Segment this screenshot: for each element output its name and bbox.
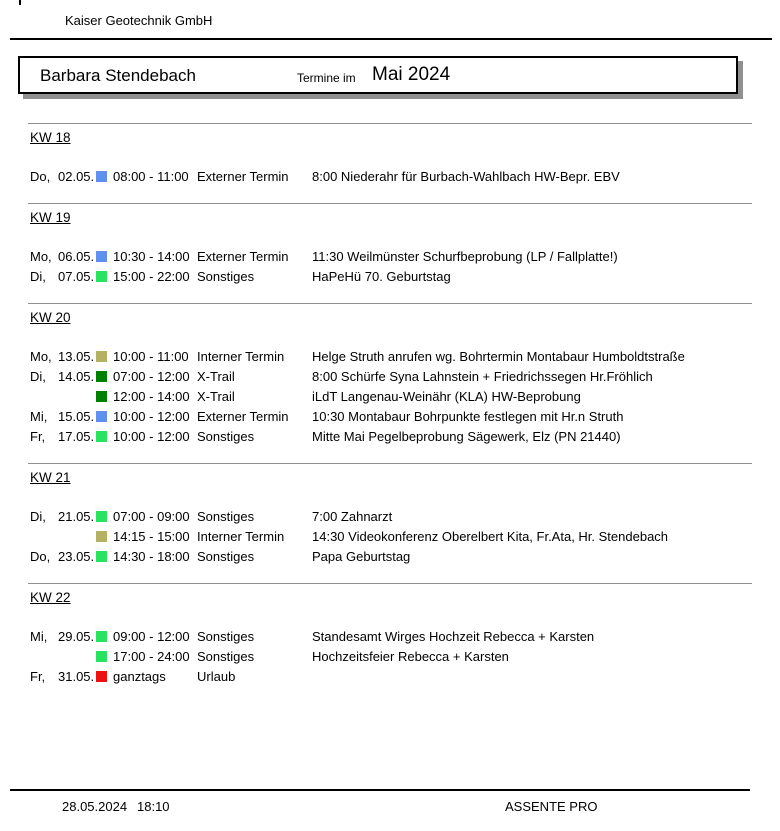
- time-range: 07:00 - 12:00: [113, 368, 190, 384]
- report-title-month: Mai 2024: [372, 64, 451, 85]
- date-label: 06.05.: [58, 248, 95, 264]
- time-range: 10:00 - 11:00: [113, 348, 189, 364]
- category-color-icon: [96, 371, 107, 382]
- week-section-rule: [28, 203, 752, 204]
- appointment-type: Interner Termin: [197, 528, 285, 544]
- appointment-type: Sonstiges: [197, 548, 255, 564]
- category-color-icon: [96, 531, 107, 542]
- appointment-type: Externer Termin: [197, 248, 289, 264]
- appointment-row: [30, 246, 780, 266]
- company-name: Kaiser Geotechnik GmbH: [65, 13, 213, 28]
- category-color-icon: [96, 391, 107, 402]
- appointment-type: Sonstiges: [197, 648, 255, 664]
- appointment-description: 8:00 Schürfe Syna Lahnstein + Friedrichssegen Hr.Fröhlich: [312, 368, 653, 384]
- appointment-type: X-Trail: [197, 368, 235, 384]
- time-range: 10:00 - 12:00: [113, 408, 190, 424]
- category-color-icon: [96, 651, 107, 662]
- category-color-icon: [96, 511, 107, 522]
- day-label: Mo,: [30, 248, 52, 264]
- time-range: 07:00 - 09:00: [113, 508, 190, 524]
- category-color-icon: [96, 351, 107, 362]
- appointment-row: [30, 666, 780, 686]
- appointment-row: [30, 346, 780, 366]
- appointment-list: [0, 123, 780, 703]
- date-label: 21.05.: [58, 508, 95, 524]
- appointment-description: Helge Struth anrufen wg. Bohrtermin Montabaur Humboldtstraße: [312, 348, 685, 364]
- week-section: [0, 203, 780, 286]
- appointment-type: Sonstiges: [197, 628, 255, 644]
- appointment-type: Urlaub: [197, 668, 236, 684]
- page-corner-mark: [19, 0, 21, 5]
- report-title-prefix: Termine im: [297, 71, 356, 85]
- appointment-type: Sonstiges: [197, 508, 255, 524]
- appointment-type: Sonstiges: [197, 428, 255, 444]
- time-range: 14:15 - 15:00: [113, 528, 190, 544]
- appointment-description: 14:30 Videokonferenz Oberelbert Kita, Fr.Ata, Hr. Stendebach: [312, 528, 669, 544]
- date-label: 15.05.: [58, 408, 95, 424]
- time-range: 12:00 - 14:00: [113, 388, 190, 404]
- week-section: [0, 463, 780, 566]
- time-range: 17:00 - 24:00: [113, 648, 190, 664]
- week-section-rule: [28, 123, 752, 124]
- day-label: Mi,: [30, 408, 48, 424]
- app-name: ASSENTE PRO: [505, 799, 598, 814]
- appointment-description: Papa Geburtstag: [312, 548, 411, 564]
- day-label: Di,: [30, 508, 46, 524]
- time-range: 14:30 - 18:00: [113, 548, 190, 564]
- date-label: 17.05.: [58, 428, 95, 444]
- day-label: Mo,: [30, 348, 52, 364]
- week-label: KW 18: [30, 130, 71, 145]
- appointment-type: X-Trail: [197, 388, 235, 404]
- week-label: KW 20: [30, 310, 71, 325]
- week-section: [0, 123, 780, 186]
- date-label: 07.05.: [58, 268, 95, 284]
- appointment-row: [30, 406, 780, 426]
- date-label: 23.05.: [58, 548, 95, 564]
- appointment-row: [30, 626, 780, 646]
- title-box: [18, 56, 738, 94]
- appointment-description: 8:00 Niederahr für Burbach-Wahlbach HW-Bepr. EBV: [312, 168, 620, 184]
- print-time: 18:10: [137, 799, 170, 814]
- date-label: 29.05.: [58, 628, 95, 644]
- week-section-rule: [28, 303, 752, 304]
- appointment-row: [30, 386, 780, 406]
- day-label: Mi,: [30, 628, 48, 644]
- day-label: Do,: [30, 548, 51, 564]
- appointment-type: Externer Termin: [197, 168, 289, 184]
- appointment-description: 10:30 Montabaur Bohrpunkte festlegen mit Hr.n Struth: [312, 408, 624, 424]
- category-color-icon: [96, 271, 107, 282]
- appointment-description: Hochzeitsfeier Rebecca + Karsten: [312, 648, 509, 664]
- day-label: Do,: [30, 168, 51, 184]
- appointment-row: [30, 166, 780, 186]
- day-label: Fr,: [30, 428, 46, 444]
- appointment-row: [30, 526, 780, 546]
- appointment-row: [30, 366, 780, 386]
- appointment-row: [30, 506, 780, 526]
- date-label: 13.05.: [58, 348, 95, 364]
- appointment-description: HaPeHü 70. Geburtstag: [312, 268, 451, 284]
- category-color-icon: [96, 431, 107, 442]
- person-name: Barbara Stendebach: [40, 66, 196, 85]
- time-range: 10:30 - 14:00: [113, 248, 190, 264]
- time-range: 09:00 - 12:00: [113, 628, 190, 644]
- week-section-rule: [28, 463, 752, 464]
- week-label: KW 21: [30, 470, 71, 485]
- appointment-description: Mitte Mai Pegelbeprobung Sägewerk, Elz (PN 21440): [312, 428, 621, 444]
- category-color-icon: [96, 251, 107, 262]
- time-range: ganztags: [113, 668, 166, 684]
- week-section: [0, 303, 780, 446]
- time-range: 08:00 - 11:00: [113, 168, 189, 184]
- category-color-icon: [96, 551, 107, 562]
- category-color-icon: [96, 631, 107, 642]
- appointment-description: 7:00 Zahnarzt: [312, 508, 393, 524]
- appointment-row: [30, 646, 780, 666]
- footer-rule: [10, 789, 750, 791]
- date-label: 02.05.: [58, 168, 95, 184]
- day-label: Fr,: [30, 668, 46, 684]
- date-label: 31.05.: [58, 668, 95, 684]
- day-label: Di,: [30, 368, 46, 384]
- appointment-row: [30, 546, 780, 566]
- category-color-icon: [96, 411, 107, 422]
- week-label: KW 19: [30, 210, 71, 225]
- appointment-type: Externer Termin: [197, 408, 289, 424]
- appointment-description: 11:30 Weilmünster Schurfbeprobung (LP / Fallplatte!): [312, 248, 618, 264]
- category-color-icon: [96, 671, 107, 682]
- appointment-type: Sonstiges: [197, 268, 255, 284]
- category-color-icon: [96, 171, 107, 182]
- appointment-type: Interner Termin: [197, 348, 285, 364]
- appointment-row: [30, 266, 780, 286]
- appointment-description: iLdT Langenau-Weinähr (KLA) HW-Beprobung: [312, 388, 581, 404]
- week-section: [0, 583, 780, 686]
- header-rule: [10, 38, 772, 40]
- day-label: Di,: [30, 268, 46, 284]
- print-date: 28.05.2024: [62, 799, 128, 814]
- week-label: KW 22: [30, 590, 71, 605]
- appointment-description: Standesamt Wirges Hochzeit Rebecca + Karsten: [312, 628, 595, 644]
- date-label: 14.05.: [58, 368, 95, 384]
- appointment-row: [30, 426, 780, 446]
- time-range: 10:00 - 12:00: [113, 428, 190, 444]
- time-range: 15:00 - 22:00: [113, 268, 190, 284]
- week-section-rule: [28, 583, 752, 584]
